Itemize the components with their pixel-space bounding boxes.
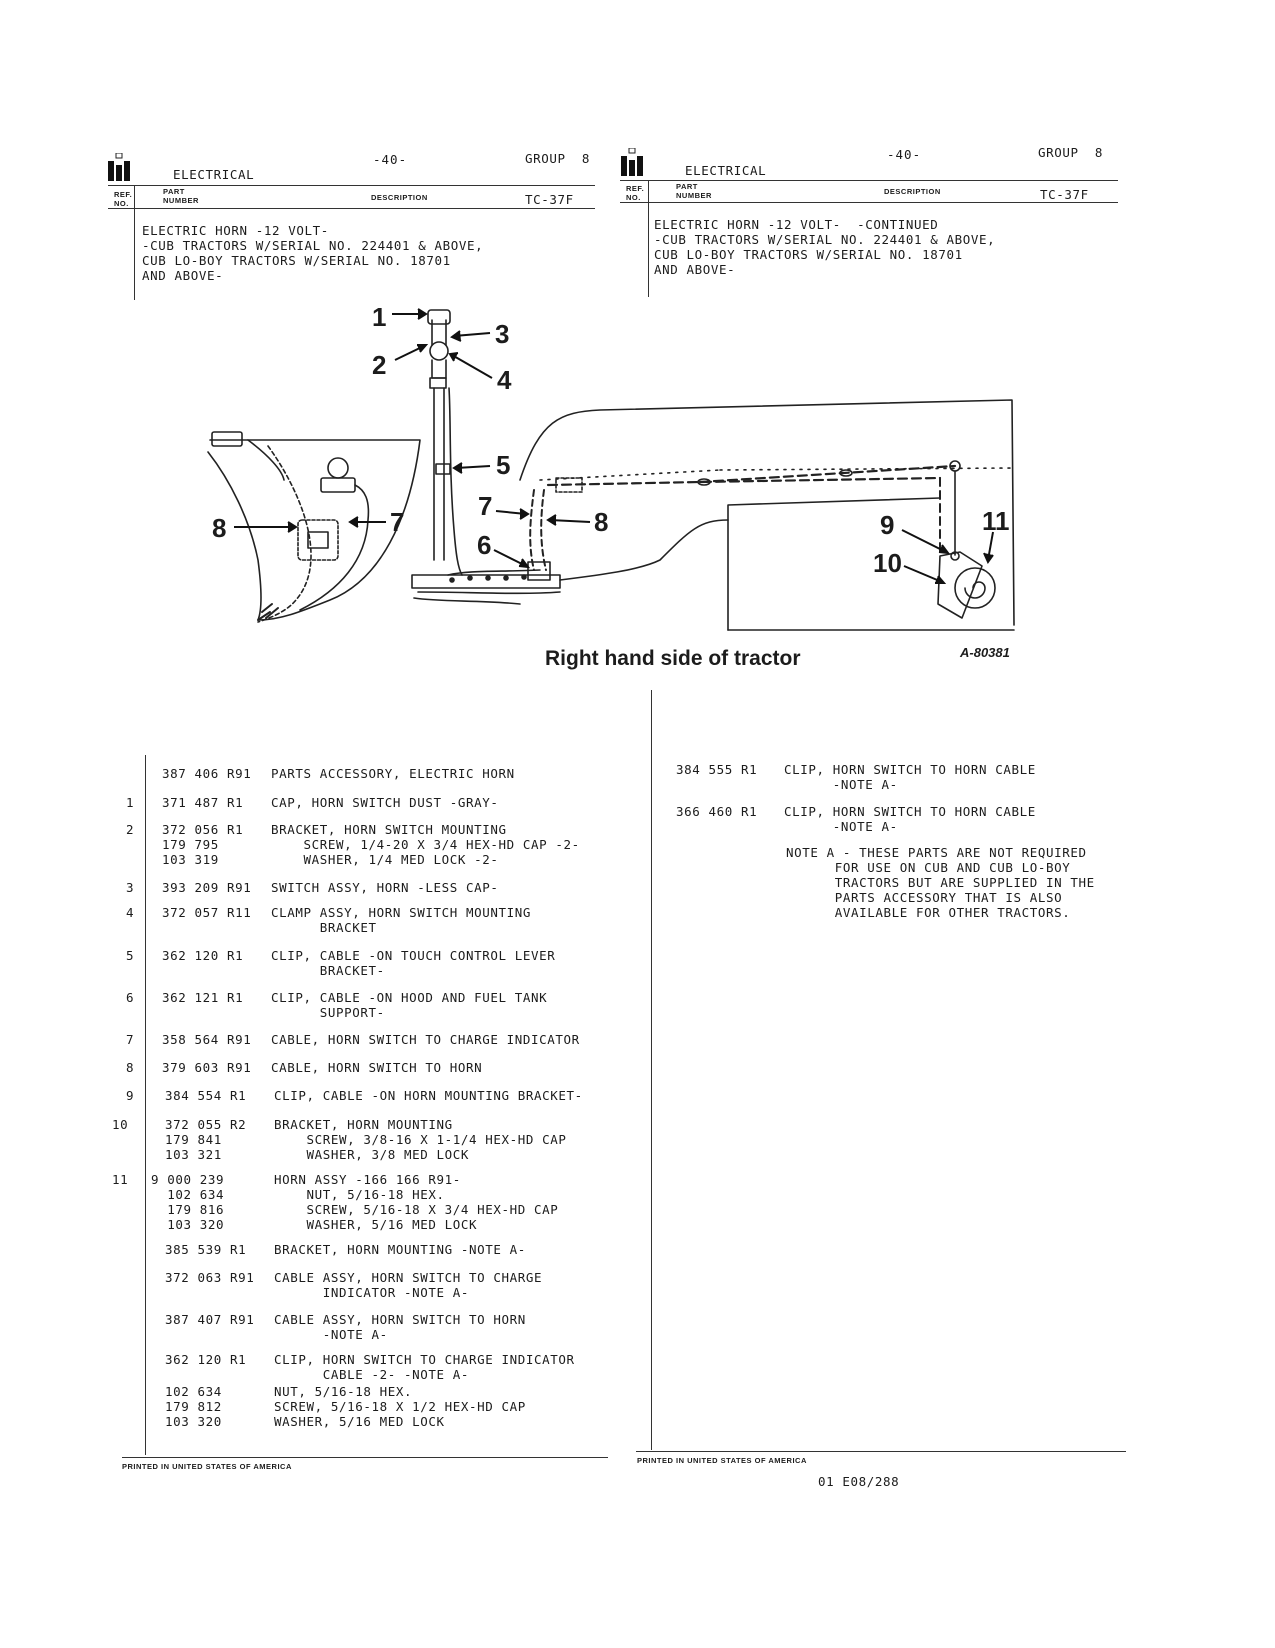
- item-description: CLIP, HORN SWITCH TO CHARGE INDICATOR CABLE -2- -NOTE A-: [274, 1352, 575, 1382]
- item-part-number: 102 634 179 812 103 320: [165, 1384, 222, 1429]
- item-description: BRACKET, HORN SWITCH MOUNTING SCREW, 1/4-20 X 3/4 HEX-HD CAP -2- WASHER, 1/4 MED LOCK -2-: [271, 822, 580, 867]
- item-part-number: 366 460 R1: [676, 804, 758, 819]
- item-description: CAP, HORN SWITCH DUST -GRAY-: [271, 795, 499, 810]
- callout-11: 11: [982, 506, 1010, 536]
- item-description: CLIP, CABLE -ON TOUCH CONTROL LEVER BRACKET-: [271, 948, 556, 978]
- right-section-title: ELECTRICAL: [685, 163, 767, 178]
- item-description: SWITCH ASSY, HORN -LESS CAP-: [271, 880, 499, 895]
- item-part-number: 385 539 R1: [165, 1242, 247, 1257]
- item-part-number: 379 603 R91: [162, 1060, 252, 1075]
- item-ref-number: 8: [126, 1060, 135, 1075]
- item-part-number: 372 056 R1 179 795 103 319: [162, 822, 244, 867]
- item-part-number: 387 406 R91: [162, 766, 252, 781]
- item-part-number: 358 564 R91: [162, 1032, 252, 1047]
- figure-caption: Right hand side of tractor: [545, 647, 801, 670]
- item-part-number: 372 063 R91: [165, 1270, 255, 1285]
- item-ref-number: 6: [126, 990, 135, 1005]
- item-description: PARTS ACCESSORY, ELECTRIC HORN: [271, 766, 515, 781]
- document-code: 01 E08/288: [818, 1474, 900, 1489]
- right-col-desc: DESCRIPTION: [884, 187, 941, 196]
- item-part-number: 362 120 R1: [165, 1352, 247, 1367]
- item-part-number: 393 209 R91: [162, 880, 252, 895]
- item-ref-number: 11: [112, 1172, 129, 1187]
- item-ref-number: 3: [126, 880, 135, 895]
- item-description: CLIP, CABLE -ON HOOD AND FUEL TANK SUPPORT-: [271, 990, 548, 1020]
- callout-5: 5: [496, 450, 511, 480]
- left-section-title: ELECTRICAL: [173, 167, 255, 182]
- left-footer: PRINTED IN UNITED STATES OF AMERICA: [122, 1462, 292, 1471]
- item-description: CABLE, HORN SWITCH TO HORN: [271, 1060, 483, 1075]
- item-description: BRACKET, HORN MOUNTING SCREW, 3/8-16 X 1-1/4 HEX-HD CAP WASHER, 3/8 MED LOCK: [274, 1117, 567, 1162]
- item-part-number: 384 555 R1: [676, 762, 758, 777]
- callout-8: 8: [594, 507, 609, 537]
- item-ref-number: 7: [126, 1032, 135, 1047]
- right-col-ref: REF. NO.: [626, 184, 645, 202]
- item-ref-number: 10: [112, 1117, 129, 1132]
- callout-4: 4: [497, 365, 512, 395]
- right-code: TC-37F: [1040, 187, 1089, 202]
- item-part-number: 372 057 R11: [162, 905, 252, 920]
- item-ref-number: 1: [126, 795, 135, 810]
- left-col-desc: DESCRIPTION: [371, 193, 428, 202]
- item-description: CLIP, HORN SWITCH TO HORN CABLE -NOTE A-: [784, 804, 1036, 834]
- right-col-part: PART NUMBER: [676, 182, 712, 200]
- item-part-number: 387 407 R91: [165, 1312, 255, 1327]
- item-ref-number: 2: [126, 822, 135, 837]
- right-intro-text: ELECTRIC HORN -12 VOLT- -CONTINUED -CUB TRACTORS W/SERIAL NO. 224401 & ABOVE, CUB LO-BOY TRACTORS W/SERIAL NO. 18701 AND ABOVE-: [654, 217, 996, 277]
- callout-10: 10: [873, 548, 902, 578]
- left-group-label: GROUP 8: [525, 151, 591, 166]
- left-col-part: PART NUMBER: [163, 187, 199, 205]
- callout-7: 7: [478, 491, 493, 521]
- right-footer: PRINTED IN UNITED STATES OF AMERICA: [637, 1456, 807, 1465]
- item-part-number: 362 121 R1: [162, 990, 244, 1005]
- item-description: NUT, 5/16-18 HEX. SCREW, 5/16-18 X 1/2 HEX-HD CAP WASHER, 5/16 MED LOCK: [274, 1384, 526, 1429]
- left-page-number: -40-: [373, 152, 408, 167]
- item-description: CABLE, HORN SWITCH TO CHARGE INDICATOR: [271, 1032, 580, 1047]
- left-code: TC-37F: [525, 192, 574, 207]
- callout-9: 9: [880, 510, 895, 540]
- item-ref-number: 4: [126, 905, 135, 920]
- callout-3: 3: [495, 319, 510, 349]
- item-part-number: 384 554 R1: [165, 1088, 247, 1103]
- callout-2: 2: [372, 350, 387, 380]
- left-intro-text: ELECTRIC HORN -12 VOLT- -CUB TRACTORS W/SERIAL NO. 224401 & ABOVE, CUB LO-BOY TRACTORS W/SERIAL NO. 18701 AND ABOVE-: [142, 223, 484, 283]
- figure-code: A-80381: [960, 645, 1010, 660]
- item-part-number: 362 120 R1: [162, 948, 244, 963]
- item-description: CABLE ASSY, HORN SWITCH TO CHARGE INDICATOR -NOTE A-: [274, 1270, 543, 1300]
- callout-6: 6: [477, 530, 492, 560]
- right-group-label: GROUP 8: [1038, 145, 1104, 160]
- left-col-ref: REF. NO.: [114, 190, 133, 208]
- item-description: CLAMP ASSY, HORN SWITCH MOUNTING BRACKET: [271, 905, 532, 935]
- note-a: NOTE A - THESE PARTS ARE NOT REQUIRED FOR USE ON CUB AND CUB LO-BOY TRACTORS BUT ARE SUPPLIED IN THE PARTS ACCESSORY THAT IS ALSO AVAILABLE FOR OTHER TRACTORS.: [786, 845, 1095, 920]
- callout-8-inset: 8: [212, 513, 227, 543]
- right-page-number: -40-: [887, 147, 922, 162]
- item-description: CLIP, CABLE -ON HORN MOUNTING BRACKET-: [274, 1088, 583, 1103]
- item-part-number: 372 055 R2 179 841 103 321: [165, 1117, 247, 1162]
- item-description: CLIP, HORN SWITCH TO HORN CABLE -NOTE A-: [784, 762, 1036, 792]
- callout-7-inset: 7: [390, 507, 405, 537]
- item-ref-number: 5: [126, 948, 135, 963]
- item-description: CABLE ASSY, HORN SWITCH TO HORN -NOTE A-: [274, 1312, 526, 1342]
- item-ref-number: 9: [126, 1088, 135, 1103]
- callout-1: 1: [372, 302, 387, 332]
- item-description: BRACKET, HORN MOUNTING -NOTE A-: [274, 1242, 526, 1257]
- tractor-horn-wiring-diagram: [0, 0, 1275, 720]
- item-description: HORN ASSY -166 166 R91- NUT, 5/16-18 HEX. SCREW, 5/16-18 X 3/4 HEX-HD CAP WASHER, 5/16 MED LOCK: [274, 1172, 559, 1232]
- item-part-number: 9 000 239 102 634 179 816 103 320: [151, 1172, 225, 1232]
- item-part-number: 371 487 R1: [162, 795, 244, 810]
